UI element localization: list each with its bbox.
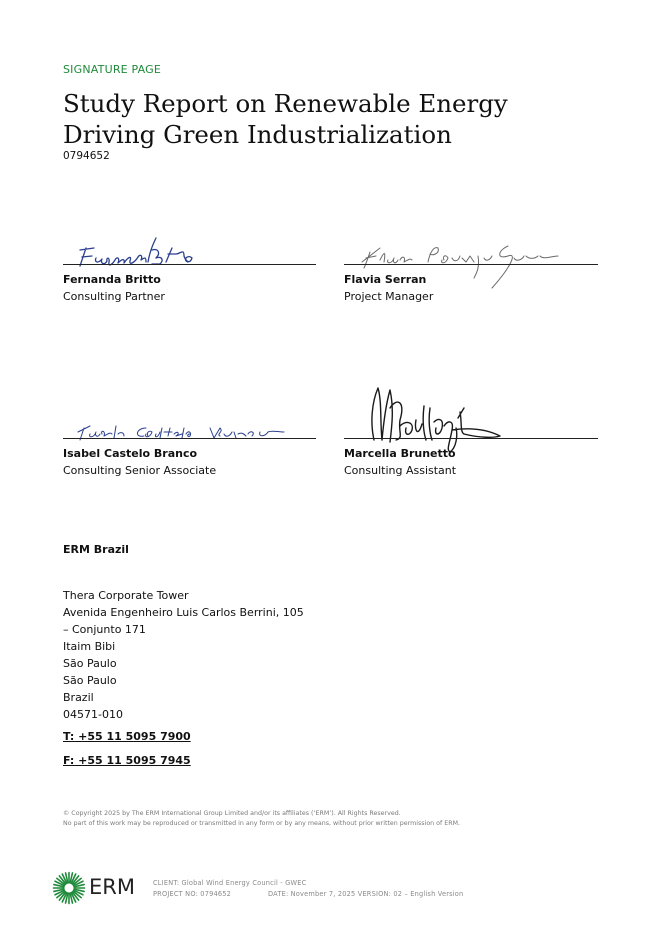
signature-image — [74, 420, 294, 444]
page-title: Study Report on Renewable Energy Driving Green Industrialization — [63, 89, 508, 149]
address-line: Itaim Bibi — [63, 640, 116, 653]
phone-link[interactable]: T: +55 11 5095 7900 — [63, 730, 191, 743]
company-name: ERM Brazil — [63, 543, 129, 556]
signature-line — [344, 438, 598, 439]
address-line: 04571-010 — [63, 708, 123, 721]
signatory-name: Isabel Castelo Branco — [63, 447, 198, 460]
signatory-role: Consulting Partner — [63, 290, 165, 303]
reproduction-notice: No part of this work may be reproduced or transmitted in any form or by any means, without prior written permission of ERM. — [63, 820, 461, 827]
section-label: SIGNATURE PAGE — [63, 63, 162, 76]
signatory-name: Marcella Brunetto — [344, 447, 456, 460]
address-line: Thera Corporate Tower — [63, 589, 189, 602]
signature-line — [344, 264, 598, 265]
signatory-name: Fernanda Britto — [63, 273, 161, 286]
signatory-role: Consulting Senior Associate — [63, 464, 217, 477]
address-line: – Conjunto 171 — [63, 623, 146, 636]
erm-logo-icon — [52, 871, 86, 905]
signatory-role: Consulting Assistant — [344, 464, 457, 477]
footer-project-number: PROJECT NO: 0794652 — [153, 890, 232, 898]
address-line: Avenida Engenheiro Luis Carlos Berrini, 105 — [63, 606, 304, 619]
signatory-name: Flavia Serran — [344, 273, 427, 286]
project-number: 0794652 — [63, 150, 110, 162]
signature-line — [63, 264, 316, 265]
address-line: São Paulo — [63, 674, 117, 687]
address-line: Brazil — [63, 691, 94, 704]
footer-date-version: DATE: November 7, 2025 VERSION: 02 – English Version — [268, 890, 464, 898]
fax-link[interactable]: F: +55 11 5095 7945 — [63, 754, 191, 767]
erm-logo-text: ERM — [89, 875, 135, 899]
address-line: São Paulo — [63, 657, 117, 670]
copyright-notice: © Copyright 2025 by The ERM International Group Limited and/or its affiliates (‘ERM’). All Rights Reserved. — [63, 810, 401, 817]
signatory-role: Project Manager — [344, 290, 434, 303]
signature-line — [63, 438, 316, 439]
footer-client: CLIENT: Global Wind Energy Council - GWEC — [153, 879, 307, 887]
